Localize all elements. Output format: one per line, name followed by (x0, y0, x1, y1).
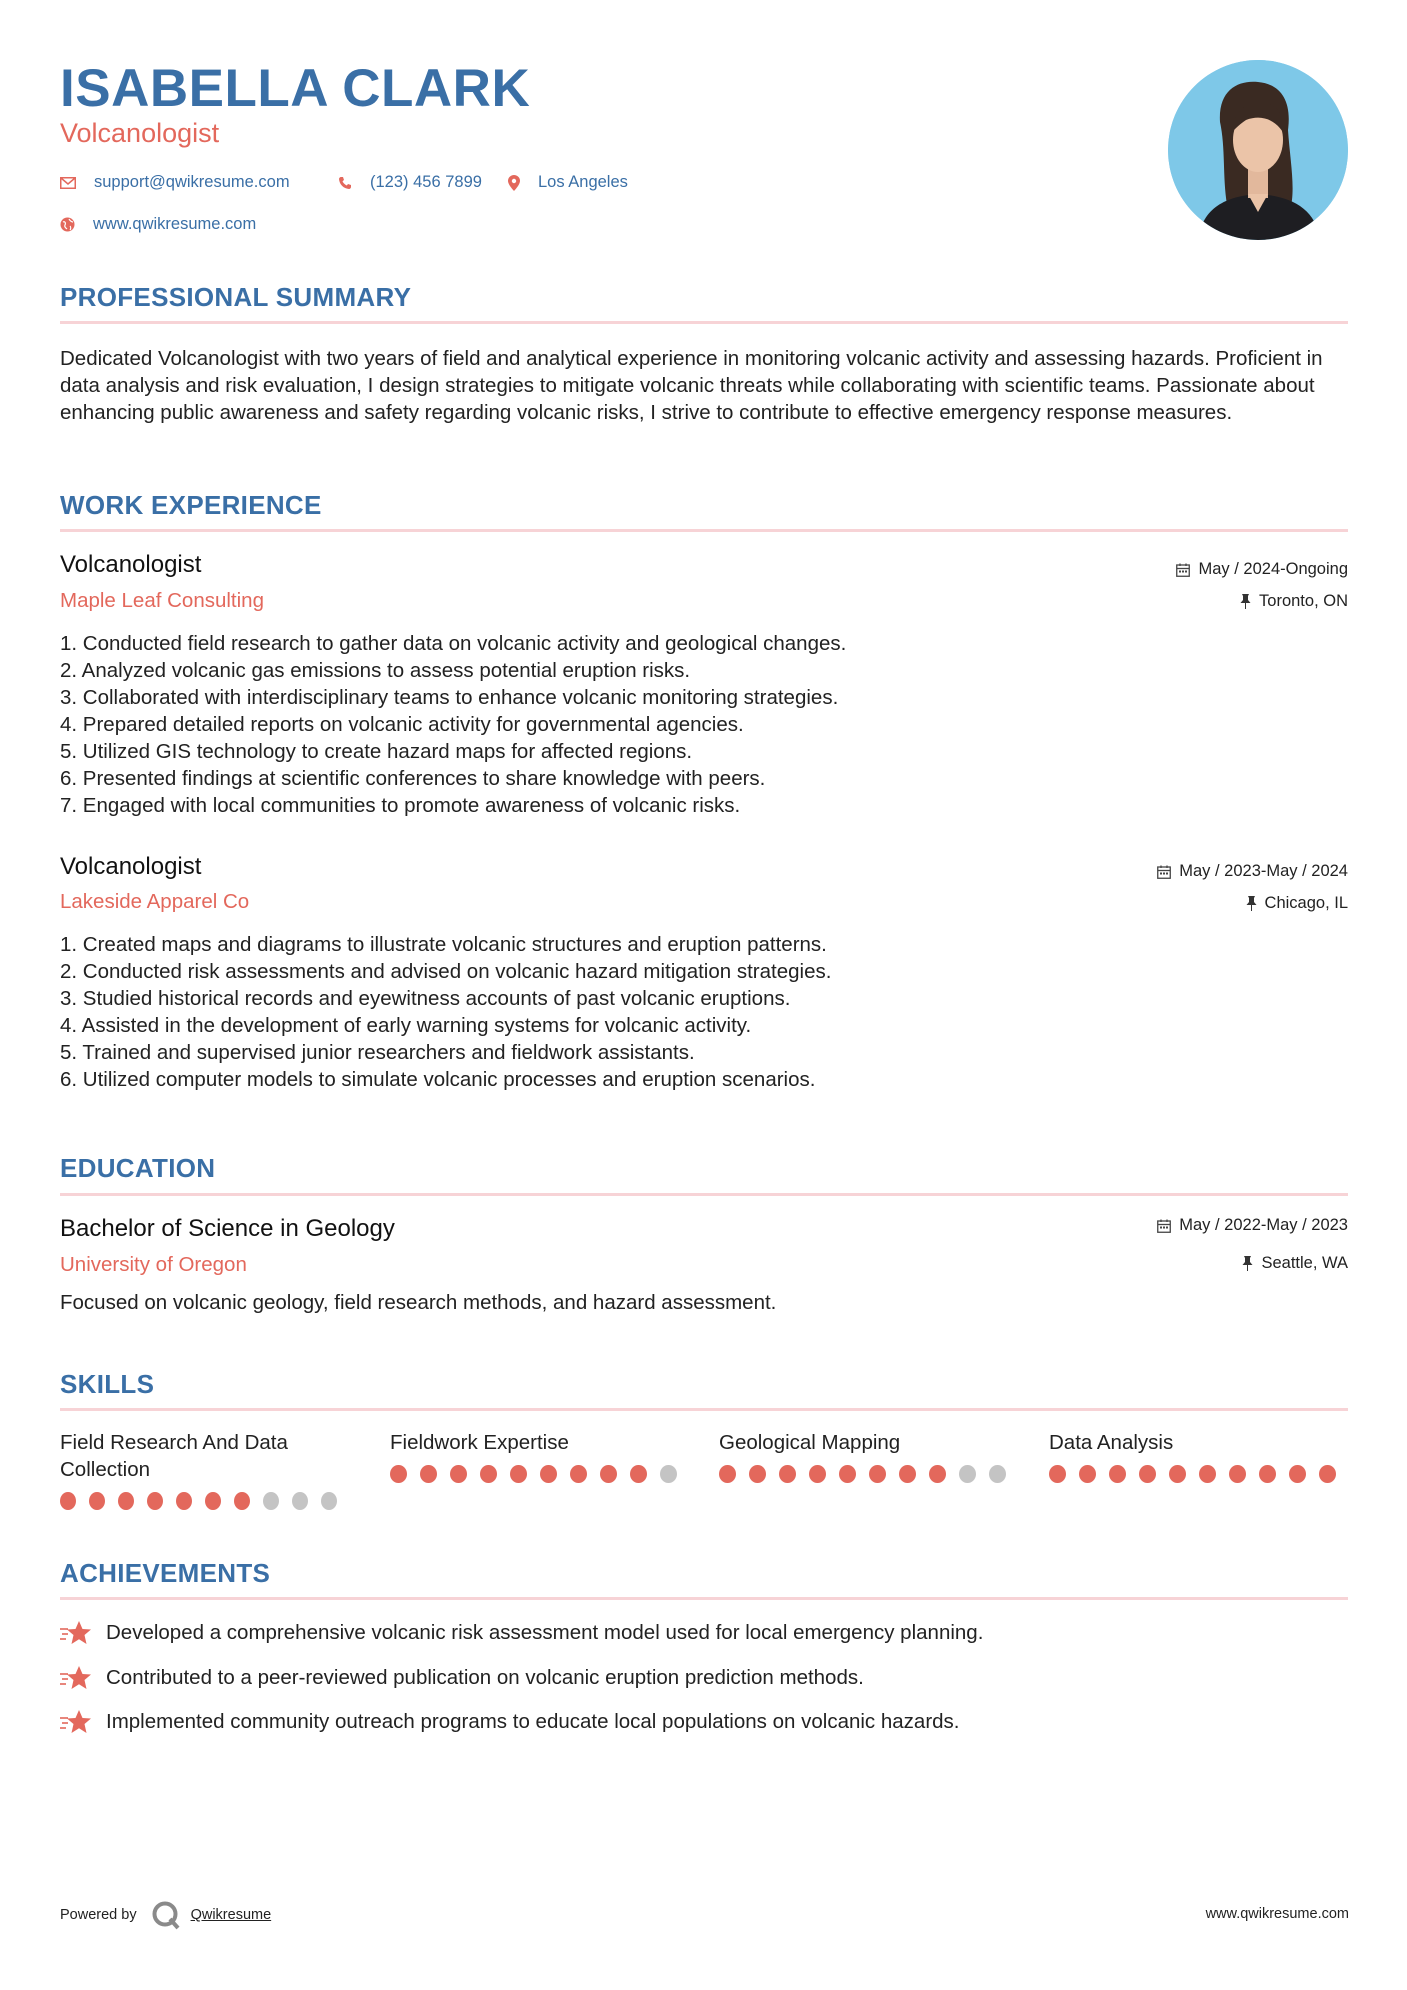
skill-item (390, 1429, 690, 1483)
list-item: 4. Prepared detailed reports on volcanic activity for governmental agencies. (60, 713, 744, 736)
skill-dot-filled (630, 1465, 647, 1483)
skill-dot-filled (899, 1465, 916, 1483)
achievements-heading: ACHIEVEMENTS (60, 1558, 271, 1588)
education-location-text: Seattle, WA (1261, 1254, 1348, 1272)
skills-divider (60, 1408, 1348, 1411)
summary-divider (60, 321, 1348, 324)
skill-rating (1049, 1465, 1349, 1483)
location-text: Los Angeles (538, 173, 628, 191)
calendar-icon (1157, 865, 1171, 879)
list-item: 4. Assisted in the development of early warning systems for volcanic activity. (60, 1014, 752, 1037)
education-description: Focused on volcanic geology, field research methods, and hazard assessment. (60, 1291, 777, 1314)
skill-dot-filled (570, 1465, 587, 1483)
summary-heading: PROFESSIONAL SUMMARY (60, 282, 412, 312)
website-text[interactable]: www.qwikresume.com (93, 215, 257, 233)
education-divider (60, 1193, 1348, 1196)
email-text[interactable]: support@qwikresume.com (94, 173, 290, 191)
skill-dot-empty (263, 1492, 279, 1510)
pushpin-icon (1246, 896, 1257, 911)
job-title: Volcanologist (60, 551, 202, 578)
calendar-icon (1157, 1219, 1171, 1233)
list-item: 5. Trained and supervised junior researchers and fieldwork assistants. (60, 1041, 695, 1064)
job-responsibilities (60, 931, 1060, 1093)
pushpin-icon (1242, 1256, 1253, 1271)
skill-dot-filled (1169, 1465, 1186, 1483)
skill-dot-empty (989, 1465, 1006, 1483)
skill-item (1049, 1429, 1349, 1483)
qwikresume-logo-icon (151, 1900, 181, 1930)
job-location-text: Chicago, IL (1264, 894, 1348, 912)
achievement-item (60, 1620, 983, 1646)
degree-title: Bachelor of Science in Geology (60, 1215, 395, 1242)
skill-dot-filled (1109, 1465, 1126, 1483)
skill-dot-filled (1289, 1465, 1306, 1483)
list-item: 1. Conducted field research to gather data on volcanic activity and geological changes. (60, 632, 847, 655)
job-dates-text: May / 2024-Ongoing (1198, 560, 1348, 578)
mail-icon (60, 177, 76, 189)
skill-item (719, 1429, 1019, 1483)
skill-dot-filled (60, 1492, 76, 1510)
skill-name: Fieldwork Expertise (390, 1431, 569, 1454)
skill-dot-filled (147, 1492, 163, 1510)
skill-rating (719, 1465, 1019, 1483)
skill-dot-filled (1139, 1465, 1156, 1483)
contact-email[interactable] (60, 173, 290, 192)
job-location (1246, 894, 1348, 913)
list-item: 1. Created maps and diagrams to illustrate volcanic structures and eruption patterns. (60, 933, 827, 956)
list-item: 2. Analyzed volcanic gas emissions to assess potential eruption risks. (60, 659, 691, 682)
skill-dot-empty (292, 1492, 308, 1510)
education-dates (1157, 1216, 1348, 1235)
skill-dot-empty (321, 1492, 337, 1510)
skill-name: Geological Mapping (719, 1431, 901, 1454)
skill-dot-filled (779, 1465, 796, 1483)
location-pin-icon (508, 175, 520, 191)
education-dates-text: May / 2022-May / 2023 (1179, 1216, 1348, 1234)
pushpin-icon (1240, 594, 1251, 609)
job-company: Maple Leaf Consulting (60, 589, 264, 612)
skill-dot-filled (540, 1465, 557, 1483)
education-location (1242, 1254, 1348, 1273)
achievement-item (60, 1709, 960, 1735)
person-portrait-icon (1168, 60, 1348, 240)
school-name: University of Oregon (60, 1253, 247, 1276)
list-item: 2. Conducted risk assessments and advised on volcanic hazard mitigation strategies. (60, 960, 832, 983)
skill-dot-filled (869, 1465, 886, 1483)
skill-dot-filled (510, 1465, 527, 1483)
list-item: 6. Utilized computer models to simulate volcanic processes and eruption scenarios. (60, 1068, 816, 1091)
footer-website[interactable]: www.qwikresume.com (1205, 1906, 1349, 1922)
star-icon (60, 1709, 92, 1735)
job-company: Lakeside Apparel Co (60, 890, 250, 913)
skill-dot-filled (450, 1465, 467, 1483)
experience-divider (60, 529, 1348, 532)
achievements-divider (60, 1597, 1348, 1600)
skill-dot-filled (839, 1465, 856, 1483)
contact-phone[interactable] (338, 173, 482, 192)
contact-location (508, 173, 628, 192)
skill-dot-filled (390, 1465, 407, 1483)
skill-dot-filled (234, 1492, 250, 1510)
job-location-text: Toronto, ON (1259, 592, 1348, 610)
job-dates (1176, 560, 1348, 579)
job-title: Volcanologist (60, 853, 202, 880)
candidate-name: ISABELLA CLARK (60, 59, 531, 118)
list-item: 5. Utilized GIS technology to create hazard maps for affected regions. (60, 740, 693, 763)
skill-rating (60, 1492, 350, 1510)
globe-icon (60, 217, 75, 232)
skill-dot-filled (420, 1465, 437, 1483)
skill-dot-filled (1199, 1465, 1216, 1483)
achievement-text: Implemented community outreach programs to educate local populations on volcanic hazards. (106, 1710, 960, 1733)
education-heading: EDUCATION (60, 1153, 216, 1183)
skill-dot-filled (600, 1465, 617, 1483)
powered-by-label: Powered by (60, 1907, 137, 1923)
skill-rating (390, 1465, 690, 1483)
job-location (1240, 592, 1348, 611)
skill-name: Field Research And Data Collection (60, 1431, 288, 1481)
list-item: 3. Collaborated with interdisciplinary teams to enhance volcanic monitoring strategies. (60, 686, 839, 709)
skill-dot-filled (1229, 1465, 1246, 1483)
skill-name: Data Analysis (1049, 1431, 1174, 1454)
list-item: 7. Engaged with local communities to promote awareness of volcanic risks. (60, 794, 741, 817)
skill-dot-filled (719, 1465, 736, 1483)
star-icon (60, 1620, 92, 1646)
experience-heading: WORK EXPERIENCE (60, 490, 322, 520)
achievement-item (60, 1665, 864, 1691)
skill-dot-filled (480, 1465, 497, 1483)
skill-dot-filled (1259, 1465, 1276, 1483)
skill-dot-filled (89, 1492, 105, 1510)
skill-dot-filled (1079, 1465, 1096, 1483)
skill-dot-empty (959, 1465, 976, 1483)
phone-text[interactable]: (123) 456 7899 (370, 173, 482, 191)
skill-dot-filled (929, 1465, 946, 1483)
profile-photo (1168, 60, 1348, 240)
job-responsibilities (60, 630, 1060, 819)
contact-website[interactable] (60, 215, 256, 234)
skill-dot-filled (1049, 1465, 1066, 1483)
qwikresume-link[interactable]: Qwikresume (190, 1907, 272, 1923)
footer-powered-by (60, 1900, 271, 1930)
star-icon (60, 1665, 92, 1691)
skill-dot-filled (1319, 1465, 1336, 1483)
skill-dot-filled (118, 1492, 134, 1510)
phone-icon (338, 176, 352, 190)
skill-dot-filled (809, 1465, 826, 1483)
calendar-icon (1176, 563, 1190, 577)
skill-dot-filled (176, 1492, 192, 1510)
achievement-text: Developed a comprehensive volcanic risk assessment model used for local emergency planning. (106, 1621, 984, 1644)
job-dates (1157, 862, 1348, 881)
skill-dot-empty (660, 1465, 677, 1483)
list-item: 3. Studied historical records and eyewitness accounts of past volcanic eruptions. (60, 987, 791, 1010)
achievement-text: Contributed to a peer-reviewed publication on volcanic eruption prediction methods. (106, 1666, 864, 1689)
candidate-title: Volcanologist (60, 118, 220, 148)
skill-dot-filled (205, 1492, 221, 1510)
job-dates-text: May / 2023-May / 2024 (1179, 862, 1348, 880)
skill-item (60, 1429, 350, 1510)
skill-dot-filled (749, 1465, 766, 1483)
list-item: 6. Presented findings at scientific conferences to share knowledge with peers. (60, 767, 766, 790)
skills-heading: SKILLS (60, 1369, 155, 1399)
summary-text: Dedicated Volcanologist with two years of field and analytical experience in monitoring volcanic activity and assessing hazards. Proficient in data analysis and risk evaluation, I design strategies to mitigate volcanic threats while collaborating with scientific teams. Passionate about enhancing public awareness and safety regarding volcanic risks, I strive to contribute to effective emergency response measures. (60, 347, 1323, 424)
